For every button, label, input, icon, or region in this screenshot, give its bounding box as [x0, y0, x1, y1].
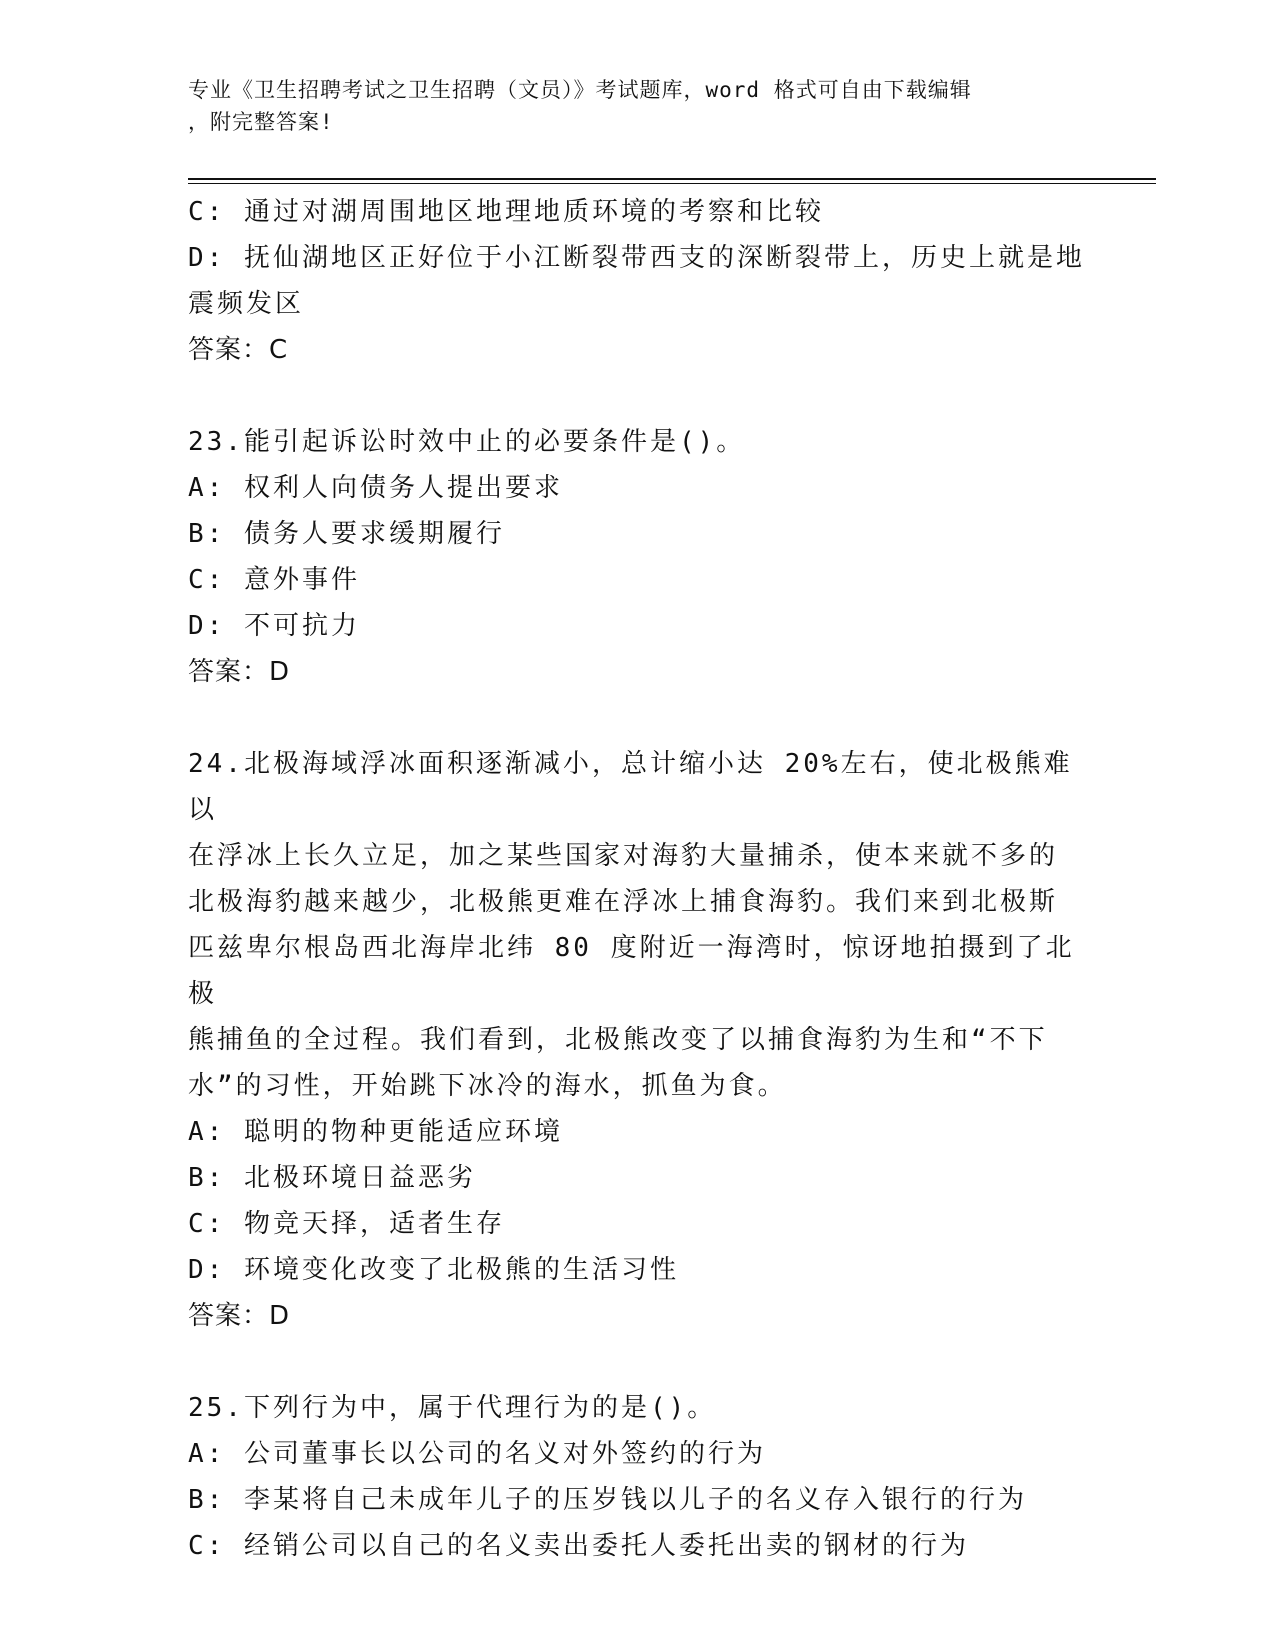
q22-option-c: C: 通过对湖周围地区地理地质环境的考察和比较 — [188, 197, 824, 227]
document-header — [188, 74, 1088, 138]
header-divider-thick — [188, 178, 1156, 180]
header-line-1: 专业《卫生招聘考试之卫生招聘（文员）》考试题库，word 格式可自由下载编辑 — [188, 78, 972, 102]
question-23-block — [188, 419, 1088, 695]
q25-option-a: A: 公司董事长以公司的名义对外签约的行为 — [188, 1439, 766, 1469]
q24-option-c: C: 物竞天择，适者生存 — [188, 1209, 505, 1239]
spacer — [188, 1339, 1088, 1385]
q23-answer: 答案：D — [188, 657, 291, 687]
q24-option-d: D: 环境变化改变了北极熊的生活习性 — [188, 1255, 679, 1285]
question-22-block — [188, 189, 1088, 373]
spacer — [188, 373, 1088, 419]
q24-question-line-6: 水”的习性，开始跳下冰冷的海水，抓鱼为食。 — [188, 1071, 787, 1101]
q24-option-a: A: 聪明的物种更能适应环境 — [188, 1117, 563, 1147]
spacer — [188, 695, 1088, 741]
q25-option-c: C: 经销公司以自己的名义卖出委托人委托出卖的钢材的行为 — [188, 1531, 969, 1561]
q24-question-line-2: 在浮冰上长久立足，加之某些国家对海豹大量捕杀，使本来就不多的 — [188, 841, 1059, 871]
q22-option-d-line-2: 震频发区 — [188, 289, 305, 319]
header-line-2: ，附完整答案! — [188, 110, 334, 134]
q22-option-d-line-1: D: 抚仙湖地区正好位于小江断裂带西支的深断裂带上，历史上就是地 — [188, 243, 1085, 273]
q24-question-line-3: 北极海豹越来越少，北极熊更难在浮冰上捕食海豹。我们来到北极斯 — [188, 887, 1059, 917]
q24-question-line-1: 24.北极海域浮冰面积逐渐减小，总计缩小达 20%左右，使北极熊难以 — [188, 749, 1073, 825]
q25-question: 25.下列行为中，属于代理行为的是()。 — [188, 1393, 717, 1423]
document-body — [188, 189, 1088, 1569]
q24-question-line-4: 匹兹卑尔根岛西北海岸北纬 80 度附近一海湾时，惊讶地拍摄到了北极 — [188, 933, 1075, 1009]
q23-option-a: A: 权利人向债务人提出要求 — [188, 473, 563, 503]
q24-question-line-5: 熊捕鱼的全过程。我们看到，北极熊改变了以捕食海豹为生和“不下 — [188, 1025, 1048, 1055]
question-25-block — [188, 1385, 1088, 1569]
q23-question: 23.能引起诉讼时效中止的必要条件是()。 — [188, 427, 746, 457]
q25-option-b: B: 李某将自己未成年儿子的压岁钱以儿子的名义存入银行的行为 — [188, 1485, 1027, 1515]
header-divider-thin — [188, 183, 1156, 184]
q23-option-b: B: 债务人要求缓期履行 — [188, 519, 505, 549]
question-24-block — [188, 741, 1088, 1339]
q23-option-c: C: 意外事件 — [188, 565, 360, 595]
q23-option-d: D: 不可抗力 — [188, 611, 360, 641]
q24-option-b: B: 北极环境日益恶劣 — [188, 1163, 476, 1193]
q24-answer: 答案：D — [188, 1301, 291, 1331]
q22-answer: 答案：C — [188, 335, 289, 365]
